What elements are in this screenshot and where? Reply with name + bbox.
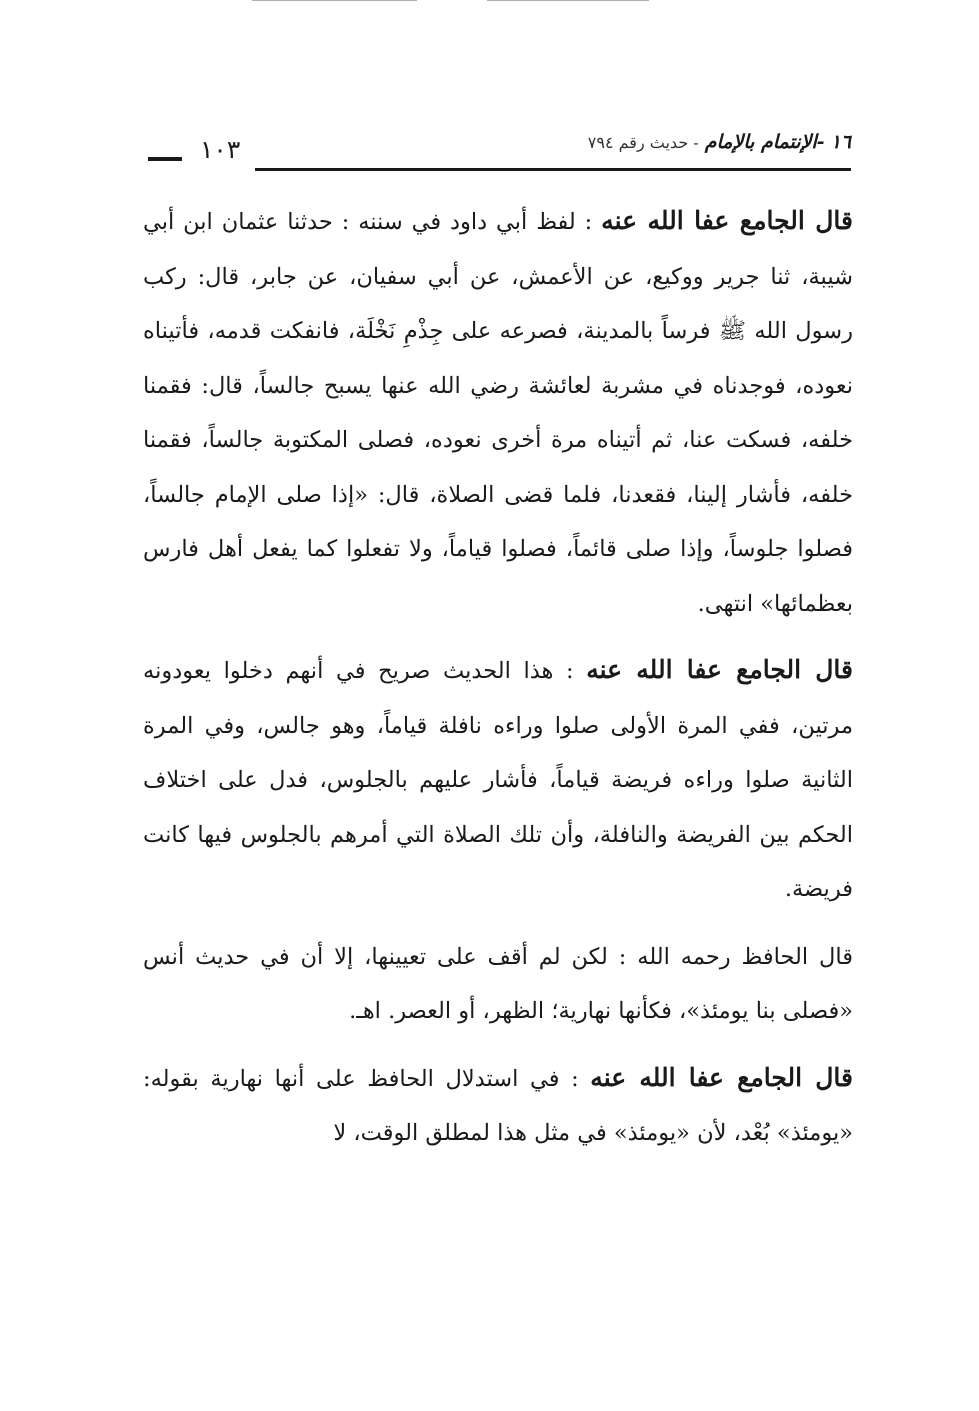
paragraph-4 xyxy=(143,1051,853,1161)
top-edge-rule xyxy=(487,0,649,1)
top-edge-rule xyxy=(252,0,417,1)
header-dash xyxy=(148,157,182,161)
paragraph-3 xyxy=(143,929,853,1039)
paragraph-text: : لفظ أبي داود في سننه : حدثنا عثمان ابن أبي شيبة، ثنا جرير ووكيع، عن الأعمش، عن أبي سفيان، عن جابر، قال: ركب رسول الله ﷺ فرساً بالمدينة، فصرعه على جِذْمِ نَخْلَة، فانفكت قدمه، فأتيناه نعوده، فوجدناه في مشربة لعائشة رضي الله عنها يسبح جالساً، قال: فقمنا خلفه، فسكت عنا، ثم أتيناه مرة أخرى نعوده، فصلى المكتوبة جالساً، فقمنا خلفه، فأشار إلينا، فقعدنا، فلما قضى الصلاة، قال: «إذا صلى الإمام جالساً، فصلوا جلوساً، وإذا صلى قائماً، فصلوا قياماً، ولا تفعلوا كما يفعل أهل فارس بعظمائها» انتهى. xyxy=(143,209,853,617)
header-rule xyxy=(255,168,851,171)
paragraph-2 xyxy=(143,643,853,917)
volume-number: ١٦ xyxy=(830,131,851,153)
paragraph-1 xyxy=(143,194,853,631)
paragraph-text: : في استدلال الحافظ على أنها نهارية بقوله: «يومئذ» بُعْد، لأن «يومئذ» في مثل هذا لمطلق الوقت، لا xyxy=(143,1065,853,1146)
page-header xyxy=(148,128,851,164)
paragraph-text: : هذا الحديث صريح في أنهم دخلوا يعودونه مرتين، ففي المرة الأولى صلوا وراءه نافلة قياماً، وهو جالس، وفي المرة الثانية صلوا وراءه فريضة قياماً، فأشار عليهم بالجلوس، فدل على اختلاف الحكم بين الفريضة والنافلة، وأن تلك الصلاة التي أمرهم بالجلوس فيها كانت فريضة. xyxy=(143,658,853,902)
paragraph-lead: قال الجامع عفا الله عنه xyxy=(590,1062,853,1092)
page-body xyxy=(143,194,853,1161)
paragraph-text: قال الحافظ رحمه الله : لكن لم أقف على تعيينها، إلا أن في حديث أنس «فصلى بنا يومئذ»، فكأنها نهارية؛ الظهر، أو العصر. اهـ. xyxy=(143,943,853,1024)
book-title: -الإنتمام بالإمام xyxy=(704,131,825,153)
page-number: ١٠٣ xyxy=(200,135,241,164)
paragraph-lead: قال الجامع عفا الله عنه xyxy=(601,206,853,235)
running-head xyxy=(588,130,851,155)
paragraph-lead: قال الجامع عفا الله عنه xyxy=(586,655,853,684)
hadith-reference: - حديث رقم ٧٩٤ xyxy=(587,133,699,152)
